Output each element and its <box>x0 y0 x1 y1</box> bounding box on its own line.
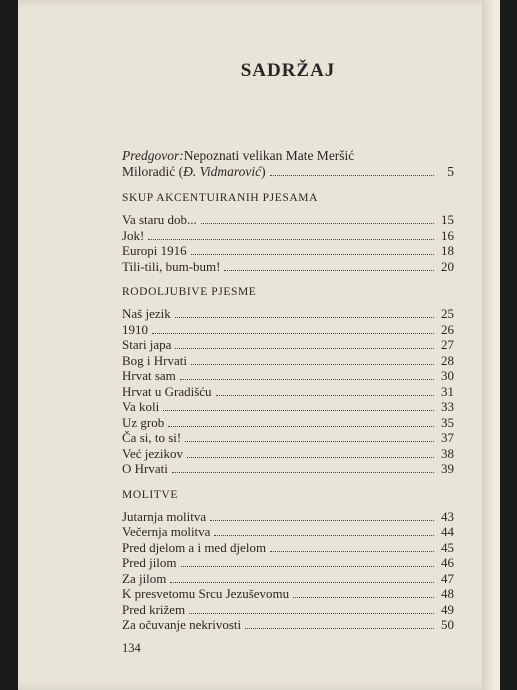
preface-label: Predgovor: <box>122 148 184 163</box>
entry-page: 46 <box>441 555 454 570</box>
entry-page: 26 <box>441 321 454 337</box>
leader-dots <box>148 239 434 240</box>
page-edge <box>482 0 500 690</box>
entry-page: 50 <box>441 617 454 632</box>
entry-page: 25 <box>441 306 454 321</box>
preface-title-line1: Nepoznati velikan Mate Meršić <box>183 148 355 163</box>
entry-page: 27 <box>441 337 454 352</box>
toc-entry <box>122 415 454 431</box>
entry-page: 43 <box>441 508 454 524</box>
entry-title: Hrvat sam <box>122 368 176 383</box>
entry-title: Večernja molitva <box>122 524 211 539</box>
leader-dots <box>172 472 434 473</box>
leader-dots <box>191 254 434 255</box>
leader-dots <box>270 551 434 552</box>
leader-dots <box>224 270 434 271</box>
entry-title: Uz grob <box>122 414 165 430</box>
leader-dots <box>293 597 434 598</box>
entry-page: 47 <box>441 570 454 586</box>
toc-sections <box>122 192 454 633</box>
leader-dots <box>201 223 434 224</box>
leader-dots <box>270 175 434 176</box>
preface-author: Đ. Vidmarović <box>183 164 262 179</box>
leader-dots <box>214 535 434 536</box>
toc-entry <box>122 212 454 228</box>
preface-author-suffix: ) <box>261 164 266 179</box>
preface-entry <box>122 148 454 180</box>
entry-title: Za očuvanje nekrivosti <box>122 617 242 632</box>
entry-page: 15 <box>441 212 454 227</box>
section-heading: SKUP AKCENTUIRANIH PJESAMA <box>122 192 319 204</box>
toc-entry <box>122 602 454 618</box>
entry-title: Za jilom <box>122 570 167 586</box>
leader-dots <box>180 379 434 380</box>
entry-title: Va staru dob... <box>122 212 197 227</box>
entry-title: Va koli <box>122 399 160 414</box>
leader-dots <box>170 582 434 583</box>
entry-title: Tili-tili, bum-bum! <box>122 258 221 274</box>
toc-entry <box>122 524 454 540</box>
entry-page: 45 <box>441 539 454 555</box>
leader-dots <box>191 364 434 365</box>
entry-page: 20 <box>441 258 454 274</box>
entry-title: Već jezikov <box>122 445 184 461</box>
entry-page: 16 <box>441 227 454 243</box>
entry-page: 35 <box>441 414 454 430</box>
entry-title: Pred jilom <box>122 555 177 570</box>
entry-page: 30 <box>441 368 454 383</box>
entry-page: 38 <box>441 445 454 461</box>
entry-title: 1910 <box>122 321 148 337</box>
leader-dots <box>245 628 434 629</box>
preface-author-prefix: Miloradić ( <box>122 164 184 179</box>
leader-dots <box>216 395 434 396</box>
toc-entry <box>122 399 454 415</box>
leader-dots <box>187 457 434 458</box>
entry-page: 48 <box>441 586 454 601</box>
toc-entry <box>122 540 454 556</box>
toc-entry <box>122 617 454 633</box>
toc-entry <box>122 586 454 602</box>
entry-title: K presvetomu Srcu Jezuševomu <box>122 586 290 601</box>
toc-entry <box>122 430 454 446</box>
entry-title: O Hrvati <box>122 461 168 476</box>
leader-dots <box>168 426 434 427</box>
toc-entry <box>122 555 454 571</box>
preface-title-line2 <box>122 164 266 180</box>
toc-entry <box>122 243 454 259</box>
entry-page: 49 <box>441 601 454 617</box>
book-page <box>18 0 500 690</box>
toc-entry <box>122 509 454 525</box>
entry-page: 31 <box>441 383 454 399</box>
toc-entry <box>122 384 454 400</box>
leader-dots <box>163 410 434 411</box>
entry-page: 39 <box>441 461 454 476</box>
entry-title: Europi 1916 <box>122 243 187 258</box>
table-of-contents <box>122 60 454 656</box>
toc-entry <box>122 322 454 338</box>
entry-page: 28 <box>441 352 454 368</box>
entry-title: Bog i Hrvati <box>122 352 187 368</box>
toc-entry <box>122 461 454 477</box>
entry-page: 37 <box>441 430 454 445</box>
section-heading: MOLITVE <box>122 488 178 501</box>
toc-entry <box>122 571 454 587</box>
leader-dots <box>189 613 434 614</box>
toc-entry <box>122 368 454 384</box>
entry-page: 33 <box>441 399 454 414</box>
leader-dots <box>181 566 434 567</box>
entry-page: 44 <box>441 524 454 539</box>
leader-dots <box>175 348 434 349</box>
toc-entry <box>122 306 454 322</box>
entry-title: Ča si, to si! <box>122 430 182 445</box>
entry-page: 18 <box>441 243 454 258</box>
preface-page: 5 <box>447 164 454 179</box>
page-title: SADRŽAJ <box>240 60 336 81</box>
entry-title: Jutarnja molitva <box>122 508 207 524</box>
entry-title: Stari japa <box>122 337 172 352</box>
toc-entry <box>122 446 454 462</box>
toc-entry <box>122 259 454 275</box>
leader-dots <box>210 520 434 521</box>
entry-title: Naš jezik <box>122 306 171 321</box>
toc-entry <box>122 353 454 369</box>
entry-title: Pred djelom a i med djelom <box>122 539 267 555</box>
section-heading: RODOLJUBIVE PJESME <box>122 286 257 298</box>
toc-entry <box>122 228 454 244</box>
page-number: 134 <box>122 640 141 655</box>
leader-dots <box>185 441 434 442</box>
entry-title: Jok! <box>122 227 145 243</box>
leader-dots <box>175 317 434 318</box>
toc-entry <box>122 337 454 353</box>
entry-title: Hrvat u Gradišću <box>122 383 212 399</box>
leader-dots <box>152 333 434 334</box>
entry-title: Pred križem <box>122 601 186 617</box>
